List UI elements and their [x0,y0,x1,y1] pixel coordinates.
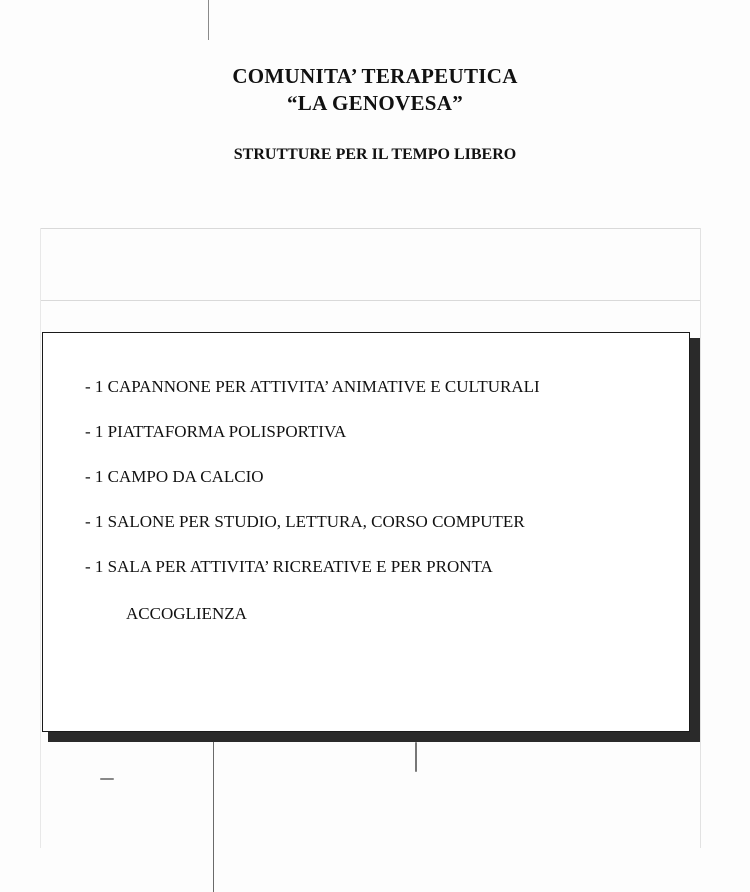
facility-item-sala-continuation: ACCOGLIENZA [126,604,247,623]
document-title-line-1: COMUNITA’ TERAPEUTICA [232,64,518,88]
speck [100,778,114,780]
facility-item-campo: - 1 CAMPO DA CALCIO [85,467,264,486]
speck [415,742,417,772]
document-title-line-2: “LA GENOVESA” [286,91,464,115]
facility-item-piattaforma: - 1 PIATTAFORMA POLISPORTIVA [85,422,347,441]
document-subtitle: STRUTTURE PER IL TEMPO LIBERO [233,146,517,163]
facilities-list [85,376,540,601]
facility-item-salone: - 1 SALONE PER STUDIO, LETTURA, CORSO COMPUTER [85,512,525,531]
bleed-horizontal-rule [40,300,700,301]
bleed-vertical-rule-top [208,0,209,40]
bleed-horizontal-rule [40,228,700,229]
bleed-vertical-rule-right [700,228,701,848]
facility-item-sala: - 1 SALA PER ATTIVITA’ RICREATIVE E PER PRONTA [85,557,493,576]
facility-item-capannone: - 1 CAPANNONE PER ATTIVITA’ ANIMATIVE E CULTURALI [85,377,540,396]
bleed-vertical-rule-left [40,228,41,848]
